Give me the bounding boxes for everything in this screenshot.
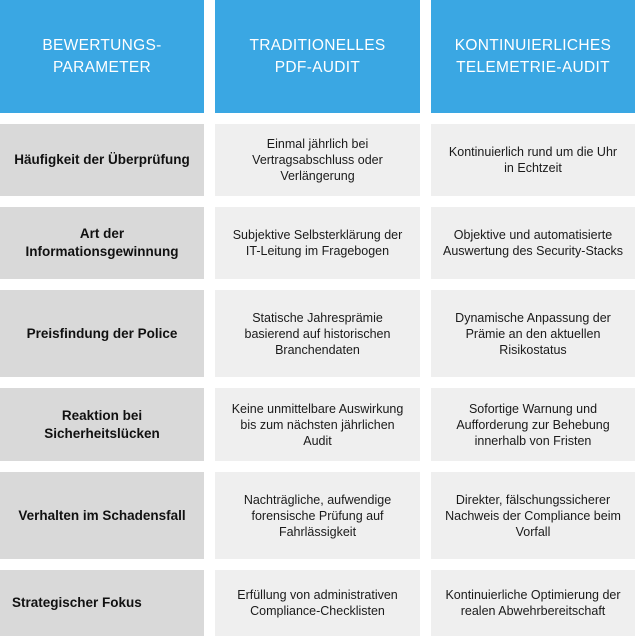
row-label-vulnerabilities [0,388,204,461]
cell-telemetry-information [431,207,635,279]
cell-text: Erfüllung von administrativen Compliance-Checklisten [237,588,398,618]
cell-text: Nachträgliche, aufwendige forensische Prüfung auf Fahrlässigkeit [243,492,392,539]
cell-traditional-vulnerabilities [215,388,420,461]
cell-traditional-frequency [215,124,420,196]
cell-telemetry-frequency [431,124,635,196]
cell-text: Statische Jahresprämie basierend auf historischen Branchendaten [244,310,391,357]
row-label-text: Strategischer Fokus [12,595,142,610]
cell-text: Sofortige Warnung und Aufforderung zur Behebung innerhalb von Fristen [456,401,610,448]
row-label-pricing [0,290,204,377]
header-parameter [0,0,204,113]
header-traditional-text: TRADITIONELLES PDF-AUDIT [249,36,386,76]
header-traditional-audit [215,0,420,113]
cell-telemetry-vulnerabilities [431,388,635,461]
cell-telemetry-pricing [431,290,635,377]
row-label-text: Verhalten im Schadensfall [18,507,186,523]
row-label-text: Art der Informationsgewinnung [25,226,179,259]
row-label-text: Preisfindung der Police [26,325,178,341]
cell-traditional-focus [215,570,420,636]
row-label-claims [0,472,204,559]
cell-telemetry-claims [431,472,635,559]
header-telemetry-audit [431,0,635,113]
cell-text: Direkter, fälschungssicherer Nachweis der Compliance beim Vorfall [445,492,621,539]
cell-text: Kontinuierliche Optimierung der realen Abwehrbereitschaft [445,588,621,618]
cell-text: Subjektive Selbsterklärung der IT-Leitung im Fragebogen [232,228,403,258]
cell-traditional-claims [215,472,420,559]
row-label-text: Reaktion bei Sicherheitslücken [44,407,160,441]
cell-text: Einmal jährlich bei Vertragsabschluss oder Verlängerung [252,137,383,183]
cell-traditional-pricing [215,290,420,377]
cell-text: Kontinuierlich rund um die Uhr in Echtzeit [448,145,618,175]
cell-text: Keine unmittelbare Auswirkung bis zum nächsten jährlichen Audit [231,401,404,448]
cell-text: Dynamische Anpassung der Prämie an den aktuellen Risikostatus [455,310,611,357]
row-label-information [0,207,204,279]
cell-telemetry-focus [431,570,635,636]
header-telemetry-text: KONTINUIERLICHES TELEMETRIE-AUDIT [454,36,612,76]
cell-traditional-information [215,207,420,279]
row-label-text: Häufigkeit der Überprüfung [14,152,190,167]
cell-text: Objektive und automatisierte Auswertung des Security-Stacks [443,228,623,258]
header-parameter-text: BEWERTUNGS- PARAMETER [42,36,162,76]
row-label-focus [0,570,204,636]
row-label-frequency [0,124,204,196]
